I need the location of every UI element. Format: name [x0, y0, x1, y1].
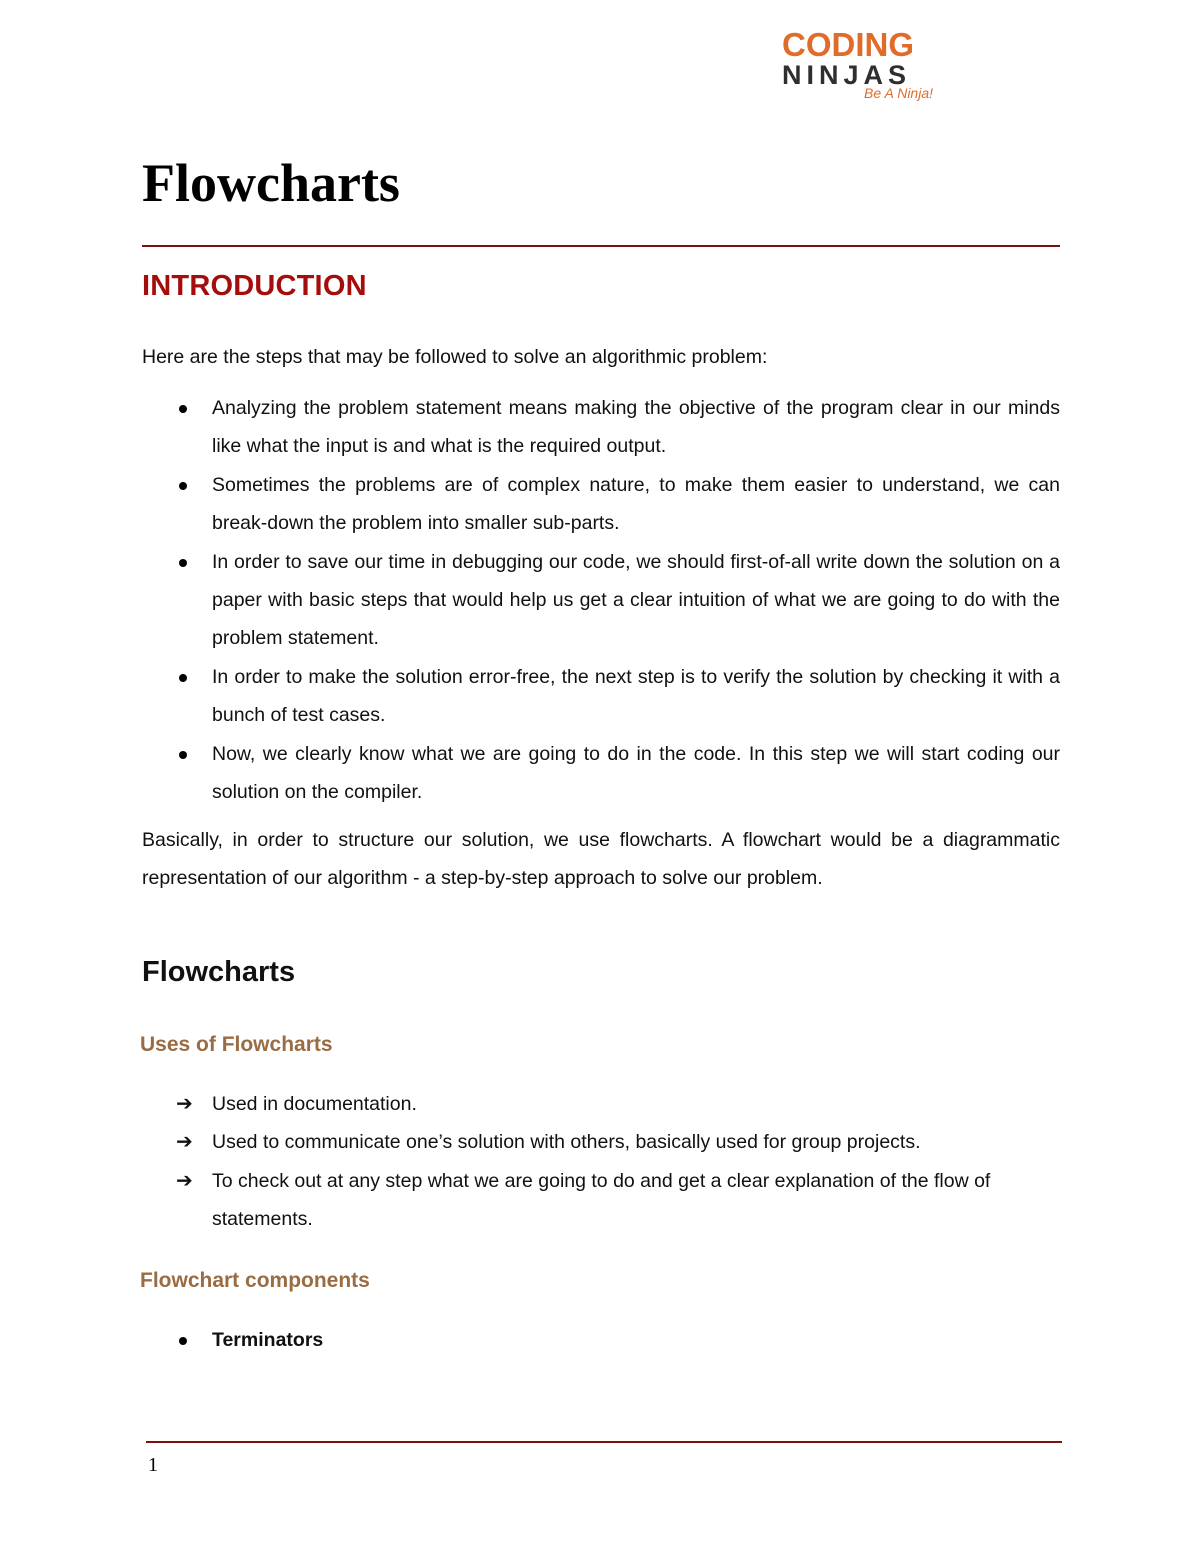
list-item [142, 735, 1060, 812]
bullet-icon [179, 1337, 187, 1345]
step-text: Sometimes the problems are of complex nature, to make them easier to understand, we can break-down the problem into smaller sub-parts. [212, 473, 1060, 535]
list-item [142, 658, 1060, 735]
list-item [142, 1321, 1060, 1359]
flowcharts-heading: Flowcharts [142, 956, 296, 988]
introduction-lead: Here are the steps that may be followed to solve an algorithmic problem: [142, 346, 768, 368]
logo-line2: NINJAS [782, 60, 912, 90]
use-text: Used in documentation. [212, 1093, 417, 1115]
components-heading: Flowchart components [140, 1269, 370, 1292]
list-item [142, 1085, 1060, 1123]
list-item [142, 1123, 1060, 1161]
coding-ninjas-logo [780, 22, 960, 104]
logo-tagline: Be A Ninja! [864, 85, 933, 101]
page-number: 1 [148, 1454, 158, 1476]
list-item [142, 1162, 1060, 1239]
bullet-icon [179, 482, 187, 490]
introduction-heading: INTRODUCTION [142, 270, 367, 302]
bullet-icon [179, 674, 187, 682]
components-list [142, 1321, 1060, 1359]
arrow-right-icon: ➔ [176, 1131, 193, 1154]
steps-list [142, 389, 1060, 811]
step-text: Analyzing the problem statement means making the objective of the program clear in our minds like what the input is and what is the required output. [212, 397, 1060, 458]
step-text: In order to save our time in debugging our code, we should first-of-all write down the solution on a paper with basic steps that would help us get a clear intuition of what we are going to do with the problem statement. [212, 550, 1060, 650]
list-item [142, 543, 1060, 658]
bullet-icon [179, 751, 187, 759]
list-item [142, 466, 1060, 543]
title-divider [142, 245, 1060, 247]
introduction-closing: Basically, in order to structure our solution, we use flowcharts. A flowchart would be a diagrammatic representation of our algorithm - a step-by-step approach to solve our problem. [142, 829, 1060, 890]
step-text: In order to make the solution error-free, the next step is to verify the solution by checking it with a bunch of test cases. [212, 665, 1060, 727]
document-title: Flowcharts [142, 153, 400, 213]
uses-list [142, 1085, 1060, 1239]
coding-ninjas-logo-graphic [780, 22, 960, 104]
use-text: Used to communicate one’s solution with others, basically used for group projects. [212, 1131, 921, 1154]
use-text: To check out at any step what we are going to do and get a clear explanation of the flow of statements. [212, 1169, 991, 1231]
logo-line1: CODING [782, 26, 914, 63]
arrow-right-icon: ➔ [176, 1093, 193, 1115]
bullet-icon [179, 559, 187, 567]
component-text: Terminators [212, 1329, 324, 1351]
arrow-right-icon: ➔ [176, 1169, 193, 1192]
footer-divider [146, 1441, 1062, 1443]
bullet-icon [179, 405, 187, 413]
uses-heading: Uses of Flowcharts [140, 1033, 333, 1056]
list-item [142, 389, 1060, 466]
step-text: Now, we clearly know what we are going to do in the code. In this step we will start coding our solution on the compiler. [212, 742, 1060, 804]
